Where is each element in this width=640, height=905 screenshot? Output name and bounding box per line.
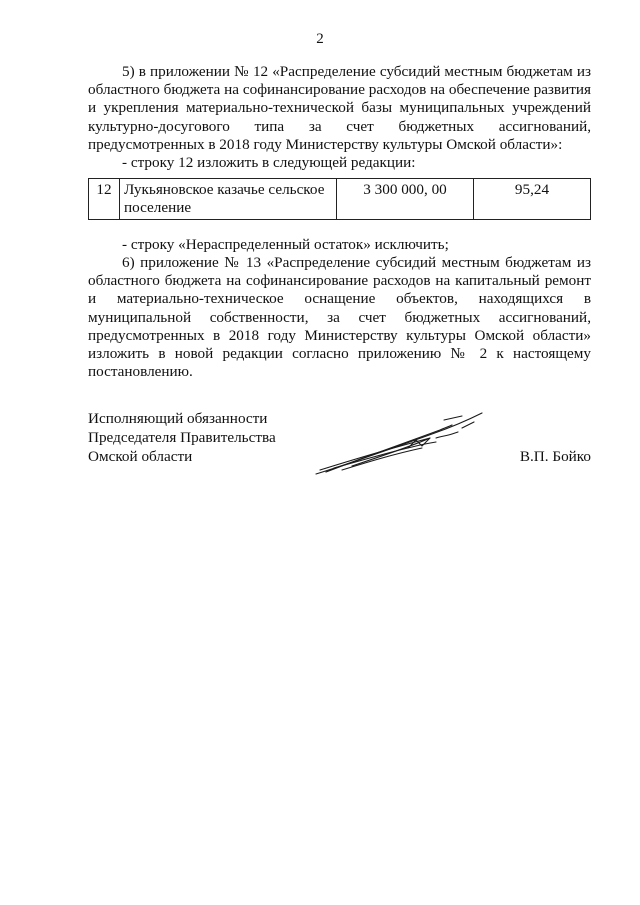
item-6-line-1: 6) приложение № 13 «Распределение субсидий местным бюджетам из	[122, 254, 591, 271]
signature-title-block	[88, 409, 276, 466]
item-5-line-1: 5) в приложении № 12 «Распределение субсидий местным бюджетам из	[122, 63, 591, 80]
item-6-line-2: областного бюджета на софинансирование расходов на капитальный ремонт	[88, 272, 591, 290]
item-6-line-3: и материально-техническое оснащение объектов, находящихся в	[88, 290, 591, 308]
settlement-name-cell: Лукьяновское казачье сельское поселение	[120, 179, 337, 220]
signature-title-line-3: Омской области	[88, 448, 193, 465]
subsidy-table	[88, 178, 591, 220]
remove-line-text: - строку «Нераспределенный остаток» исключить;	[122, 236, 449, 253]
item-5-instruction: - строку 12 изложить в следующей редакции:	[122, 153, 416, 171]
item-5-line-2: областного бюджета на софинансирование расходов на обеспечение развития	[88, 81, 591, 99]
percent-cell: 95,24	[474, 179, 591, 220]
signature-title-line-1: Исполняющий обязанности	[88, 410, 268, 427]
item-6-line-5: предусмотренных в 2018 году Министерству культуры Омской области»	[88, 326, 591, 344]
signature-title-line-2: Председателя Правительства	[88, 429, 276, 446]
row-number-cell: 12	[89, 179, 120, 220]
handwritten-signature	[312, 408, 488, 480]
item-6-line-4: муниципальной собственности, за счет бюджетных ассигнований,	[88, 308, 591, 326]
amount-cell: 3 300 000, 00	[337, 179, 474, 220]
remove-line-paragraph	[88, 236, 591, 254]
item-5-line-3: и укрепления материально-технической базы муниципальных учреждений	[88, 99, 591, 117]
page-number: 2	[316, 31, 324, 47]
item-5-line-5: предусмотренных в 2018 году Министерству культуры Омской области»:	[88, 135, 563, 153]
signatory-name: В.П. Бойко	[519, 448, 591, 465]
item-5-line-4: культурно-досугового типа за счет бюджетных ассигнований,	[88, 117, 591, 135]
table-row	[89, 179, 591, 220]
item-6-paragraph	[88, 254, 591, 381]
item-5-paragraph	[88, 63, 591, 172]
item-6-line-7: постановлению.	[88, 363, 193, 381]
item-6-line-6: изложить в новой редакции согласно приложению № 2 к настоящему	[88, 344, 591, 362]
